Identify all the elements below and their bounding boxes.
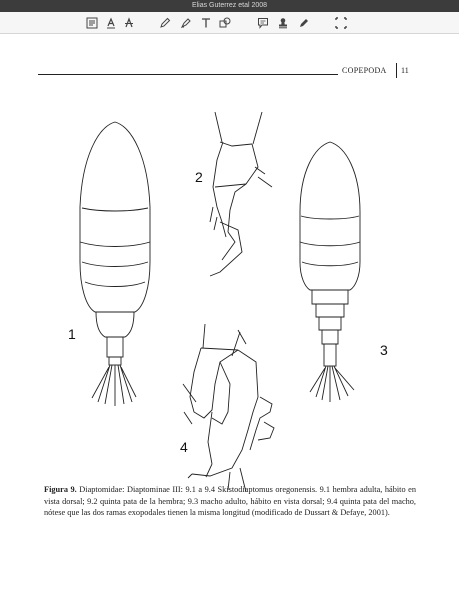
- pencil-icon[interactable]: [157, 15, 172, 30]
- crop-icon[interactable]: [333, 15, 348, 30]
- figure-caption: [44, 484, 416, 519]
- male-p5-drawing: [183, 324, 274, 492]
- male-dorsal-drawing: [300, 142, 360, 402]
- caption-label: Figura 9.: [44, 485, 77, 494]
- text-tool-icon[interactable]: [198, 15, 213, 30]
- sidebar-icon[interactable]: [84, 15, 99, 30]
- header-rule: [38, 74, 338, 75]
- text-underline-icon[interactable]: [103, 15, 118, 30]
- running-header: COPEPODA: [342, 66, 387, 75]
- caption-text: Diaptomidae: Diaptominae III: 9.1 a 9.4 Skistodiaptomus oregonensis. 9.1 hembra adulta, hábito en vista dorsal; 9.2 quinta pata de la hembra; 9.3 macho adulto, hábito en vista dorsal; 9.4 quinta pata del macho, nótese que las dos ramas exopodales tienen la misma longitud (modificado de Dussart & Defaye, 2001).: [44, 485, 416, 517]
- pdf-page: [0, 34, 459, 600]
- window-title: Elias Guterrez etal 2008: [0, 0, 459, 12]
- text-strike-icon[interactable]: [121, 15, 136, 30]
- pen-icon[interactable]: [296, 15, 311, 30]
- female-dorsal-drawing: [80, 122, 150, 406]
- note-icon[interactable]: [255, 15, 270, 30]
- female-p5-drawing: [210, 112, 272, 276]
- figure-label-2: 2: [195, 169, 203, 185]
- figure-label-4: 4: [180, 439, 188, 455]
- figure-label-1: 1: [68, 326, 76, 342]
- stamp-icon[interactable]: [275, 15, 290, 30]
- header-divider: [396, 63, 397, 78]
- copepod-figure: [60, 112, 380, 492]
- shapes-icon[interactable]: [217, 15, 232, 30]
- highlighter-icon[interactable]: [178, 15, 193, 30]
- page-number: 11: [401, 66, 409, 75]
- figure-label-3: 3: [380, 342, 388, 358]
- annotation-toolbar: [0, 12, 459, 34]
